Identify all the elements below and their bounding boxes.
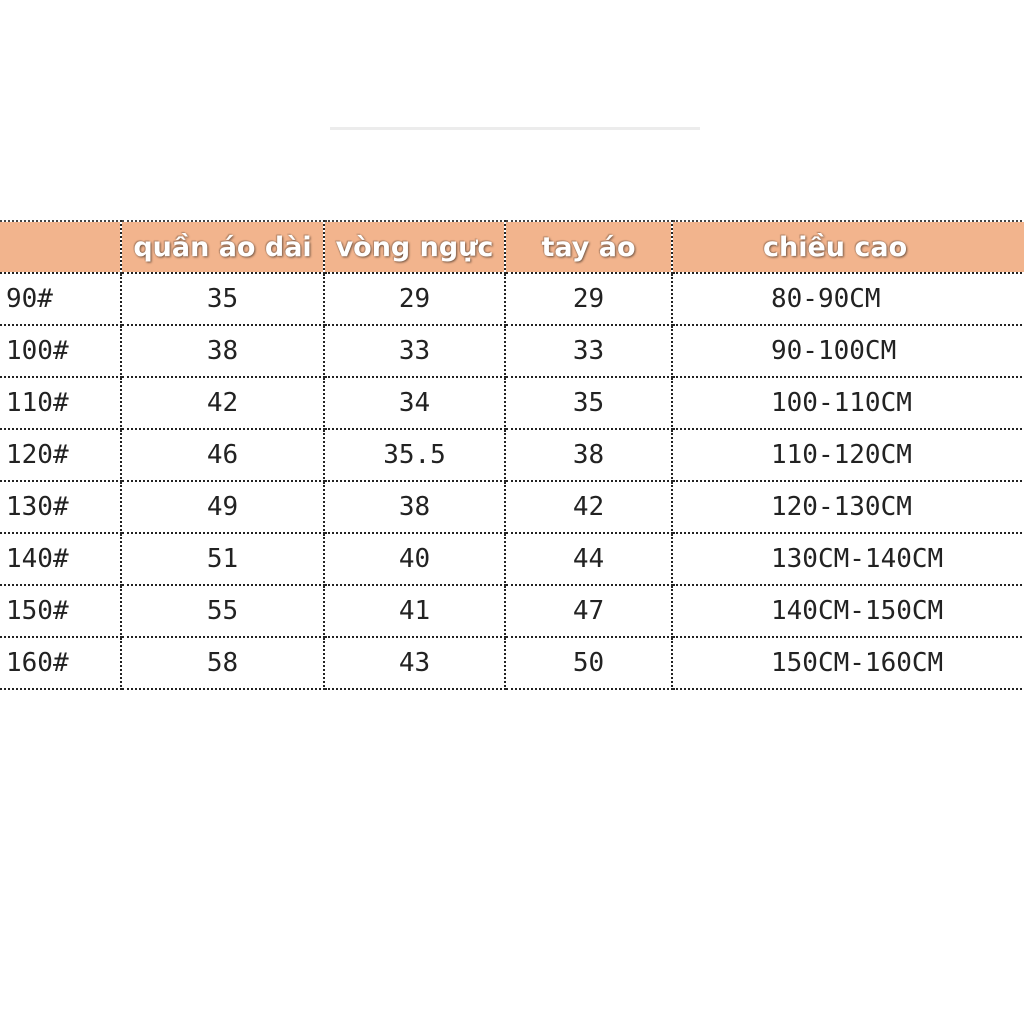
header-size [0, 221, 121, 273]
cell-size: 140# [0, 533, 121, 585]
cell-size: 90# [0, 273, 121, 325]
cell-sleeve: 35 [505, 377, 672, 429]
cell-size: 120# [0, 429, 121, 481]
cell-chest: 38 [324, 481, 505, 533]
header-height: chiều cao [672, 221, 1024, 273]
cell-sleeve: 29 [505, 273, 672, 325]
cell-chest: 35.5 [324, 429, 505, 481]
cell-sleeve: 50 [505, 637, 672, 689]
header-chest: vòng ngực [324, 221, 505, 273]
header-sleeve: tay áo [505, 221, 672, 273]
cell-length: 35 [121, 273, 324, 325]
size-chart-table [0, 220, 1024, 690]
cell-chest: 29 [324, 273, 505, 325]
cell-height: 110-120CM [672, 429, 1024, 481]
cell-height: 140CM-150CM [672, 585, 1024, 637]
table-row [0, 377, 1024, 429]
cell-sleeve: 47 [505, 585, 672, 637]
cell-length: 46 [121, 429, 324, 481]
cell-sleeve: 42 [505, 481, 672, 533]
table-row [0, 273, 1024, 325]
table-header-row [0, 221, 1024, 273]
cell-chest: 34 [324, 377, 505, 429]
cell-size: 130# [0, 481, 121, 533]
header-length: quần áo dài [121, 221, 324, 273]
cell-size: 160# [0, 637, 121, 689]
cell-height: 130CM-140CM [672, 533, 1024, 585]
cell-height: 150CM-160CM [672, 637, 1024, 689]
table-row [0, 429, 1024, 481]
cell-sleeve: 33 [505, 325, 672, 377]
cell-height: 120-130CM [672, 481, 1024, 533]
cell-size: 150# [0, 585, 121, 637]
cell-length: 49 [121, 481, 324, 533]
cell-chest: 41 [324, 585, 505, 637]
cell-chest: 40 [324, 533, 505, 585]
cell-chest: 43 [324, 637, 505, 689]
cell-size: 110# [0, 377, 121, 429]
cell-length: 51 [121, 533, 324, 585]
cell-height: 80-90CM [672, 273, 1024, 325]
table-row [0, 637, 1024, 689]
cell-length: 55 [121, 585, 324, 637]
table-row [0, 325, 1024, 377]
cell-length: 38 [121, 325, 324, 377]
cell-sleeve: 38 [505, 429, 672, 481]
table-row [0, 533, 1024, 585]
table-row [0, 481, 1024, 533]
decorative-line [330, 127, 700, 130]
cell-length: 58 [121, 637, 324, 689]
cell-length: 42 [121, 377, 324, 429]
cell-height: 100-110CM [672, 377, 1024, 429]
cell-chest: 33 [324, 325, 505, 377]
cell-size: 100# [0, 325, 121, 377]
cell-height: 90-100CM [672, 325, 1024, 377]
cell-sleeve: 44 [505, 533, 672, 585]
table-row [0, 585, 1024, 637]
